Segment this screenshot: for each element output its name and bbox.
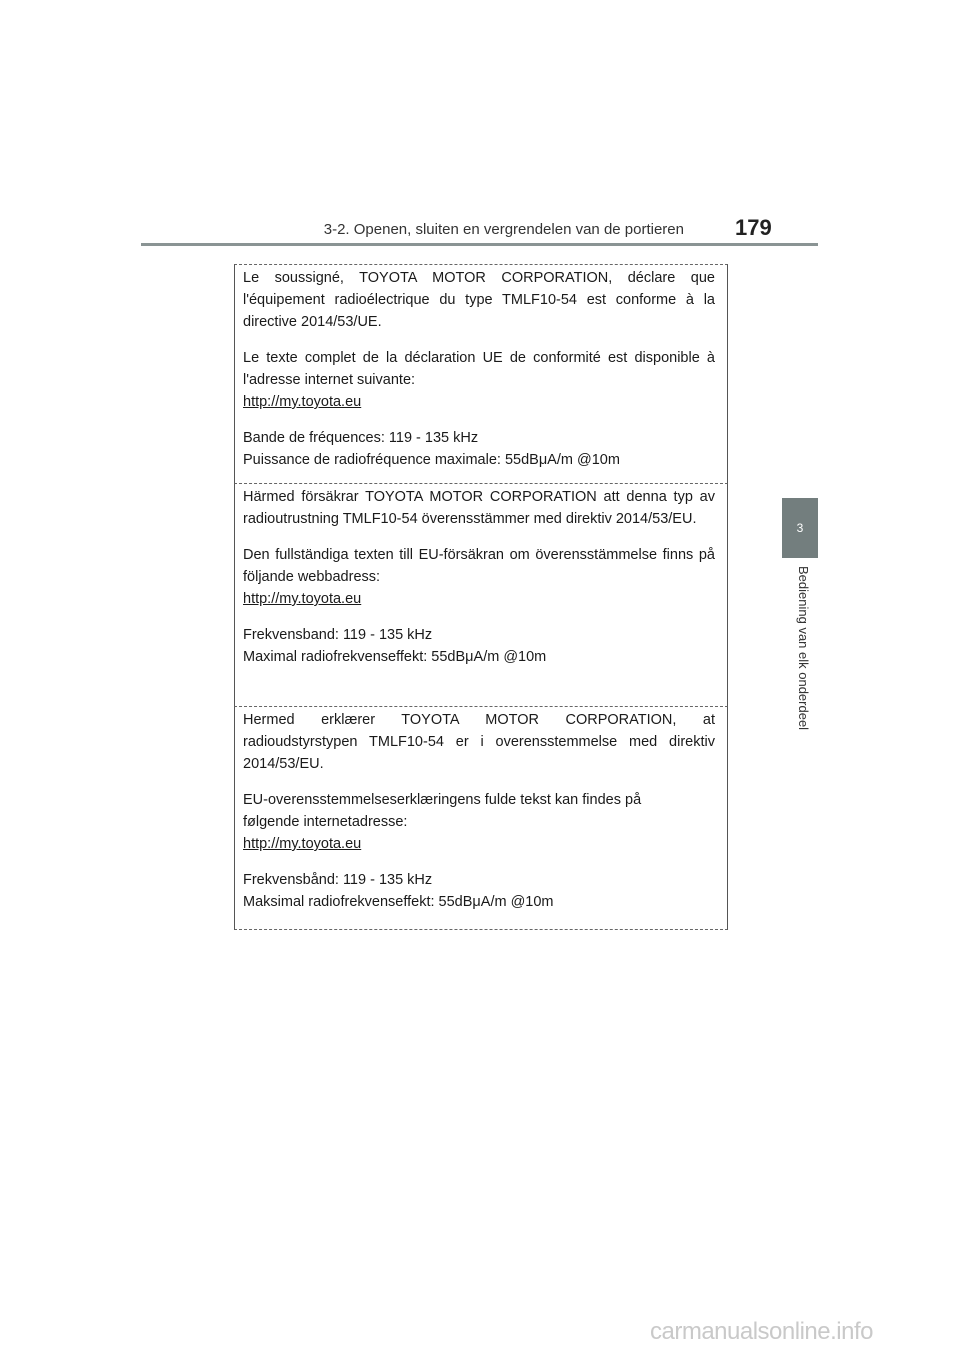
declaration-link[interactable]: http://my.toyota.eu xyxy=(243,591,362,607)
chapter-tab xyxy=(782,498,818,558)
chapter-label: Bediening van elk onderdeel xyxy=(796,566,811,731)
declaration-frequency: Frekvensband: 119 - 135 kHz xyxy=(243,627,433,643)
declaration-full-text-note: EU-overensstemmelseserklæringens fulde tekst kan findes på følgende internetadresse: xyxy=(243,792,642,830)
declaration-statement: Le soussigné, TOYOTA MOTOR CORPORATION, déclare que l'équipement radioélectrique du type TMLF10-54 est conforme à la directive 2014/53/UE. xyxy=(243,270,715,330)
declaration-power: Maksimal radiofrekvenseffekt: 55dBμA/m @10m xyxy=(243,894,554,910)
declaration-power: Puissance de radiofréquence maximale: 55dBμA/m @10m xyxy=(243,452,620,468)
chapter-number: 3 xyxy=(796,521,804,535)
declaration-power: Maximal radiofrekvenseffekt: 55dBμA/m @10m xyxy=(243,649,547,665)
declaration-box-swedish xyxy=(234,483,728,706)
declaration-box-french xyxy=(234,264,728,483)
declaration-statement: Härmed försäkrar TOYOTA MOTOR CORPORATION att denna typ av radioutrustning TMLF10-54 överensstämmer med direktiv 2014/53/EU. xyxy=(243,489,715,527)
declaration-box-danish xyxy=(234,706,728,930)
watermark: carmanualsonline.info xyxy=(650,1318,873,1345)
declaration-link[interactable]: http://my.toyota.eu xyxy=(243,836,362,852)
declaration-statement: Hermed erklærer TOYOTA MOTOR CORPORATION, at radioudstyrstypen TMLF10-54 er i overensstemmelse med direktiv 2014/53/EU. xyxy=(243,712,715,772)
declaration-full-text-note: Den fullständiga texten till EU-försäkran om överensstämmelse finns på följande webbadress: xyxy=(243,547,715,585)
header-divider xyxy=(141,243,818,246)
declaration-frequency: Bande de fréquences: 119 - 135 kHz xyxy=(243,430,479,446)
page-number: 179 xyxy=(735,215,772,240)
declaration-frequency: Frekvensbånd: 119 - 135 kHz xyxy=(243,872,433,888)
section-title: 3-2. Openen, sluiten en vergrendelen van de portieren xyxy=(323,221,684,238)
declaration-full-text-note: Le texte complet de la déclaration UE de conformité est disponible à l'adresse internet suivante: xyxy=(243,350,715,388)
declaration-link[interactable]: http://my.toyota.eu xyxy=(243,394,362,410)
